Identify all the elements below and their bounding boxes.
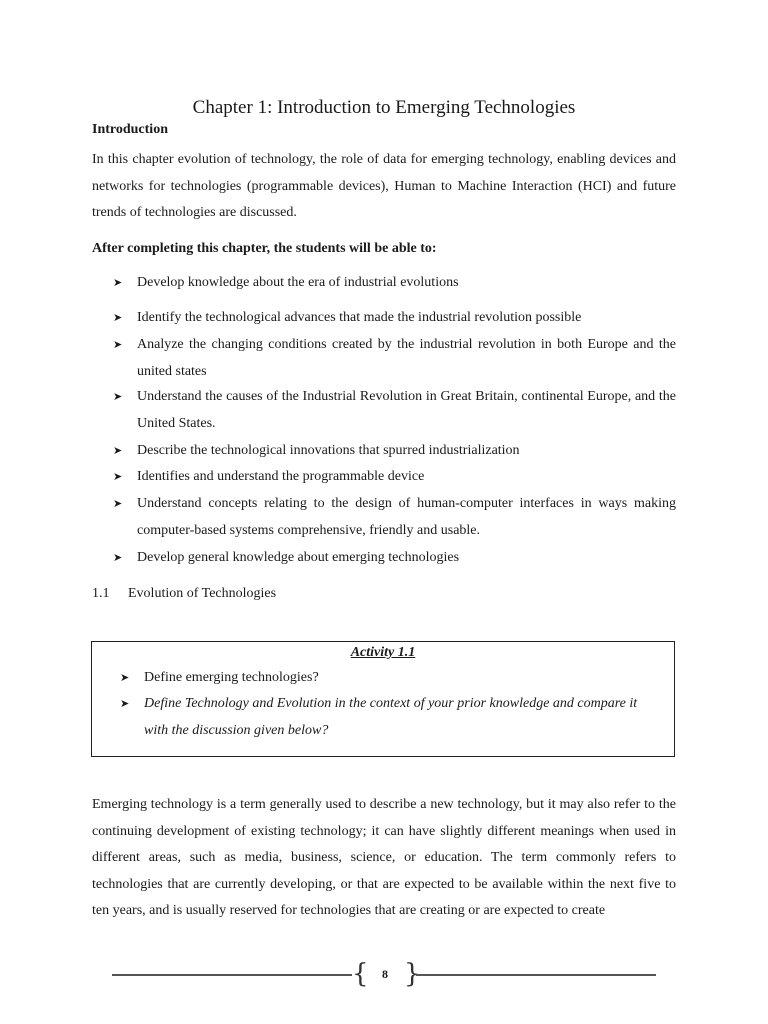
intro-heading: Introduction bbox=[92, 122, 168, 137]
arrow-bullet-icon: ➤ bbox=[113, 312, 123, 324]
list-item bbox=[113, 464, 676, 491]
arrow-bullet-icon: ➤ bbox=[113, 391, 123, 403]
list-item-text: Describe the technological innovations that spurred industrialization bbox=[137, 443, 520, 458]
list-item bbox=[113, 491, 676, 544]
learning-outcomes-heading: After completing this chapter, the students will be able to: bbox=[92, 241, 437, 256]
arrow-bullet-icon: ➤ bbox=[113, 339, 123, 351]
page-number: 8 bbox=[382, 967, 388, 981]
list-item-text: Analyze the changing conditions created by the industrial revolution in both Europe and the united states bbox=[137, 337, 676, 379]
list-item-text: Understand the causes of the Industrial Revolution in Great Britain, continental Europe, and the United States. bbox=[137, 389, 676, 431]
footer-rule-right bbox=[416, 974, 656, 976]
section-heading bbox=[92, 585, 276, 603]
intro-paragraph: In this chapter evolution of technology, the role of data for emerging technology, enabling devices and networks for technologies (programmable devices), Human to Machine Interaction (HCI) and future trends of technologies are discussed. bbox=[92, 152, 676, 220]
section-title: Evolution of Technologies bbox=[128, 586, 277, 601]
activity-item bbox=[120, 665, 660, 692]
arrow-bullet-icon: ➤ bbox=[113, 277, 123, 289]
list-item bbox=[113, 305, 676, 332]
activity-item-text: Define emerging technologies? bbox=[144, 670, 319, 685]
list-item bbox=[113, 270, 676, 297]
list-item-text: Identifies and understand the programmable device bbox=[137, 469, 425, 484]
arrow-bullet-icon: ➤ bbox=[113, 445, 123, 457]
page-footer bbox=[112, 958, 656, 992]
brace-left-icon: { bbox=[352, 959, 369, 989]
arrow-bullet-icon: ➤ bbox=[120, 672, 130, 684]
list-item bbox=[113, 332, 676, 385]
arrow-bullet-icon: ➤ bbox=[113, 498, 123, 510]
chapter-title: Chapter 1: Introduction to Emerging Technologies bbox=[192, 97, 576, 118]
body-paragraph: Emerging technology is a term generally used to describe a new technology, but it may also refer to the continuing development of existing technology; it can have slightly different meanings when used in different areas, such as media, business, science, or education. The term commonly refers to technologies that are currently developing, or that are expected to be available within the next five to ten years, and is usually reserved for technologies that are creating or are expected to create bbox=[92, 797, 676, 918]
list-item bbox=[113, 438, 676, 465]
arrow-bullet-icon: ➤ bbox=[113, 552, 123, 564]
list-item bbox=[113, 384, 676, 437]
activity-item-text: Define Technology and Evolution in the context of your prior knowledge and compare it with the discussion given below? bbox=[144, 696, 638, 738]
activity-title bbox=[92, 644, 674, 662]
brace-right-icon: } bbox=[404, 959, 421, 989]
arrow-bullet-icon: ➤ bbox=[120, 698, 130, 710]
activity-title-text: Activity 1.1 bbox=[350, 645, 416, 660]
activity-item bbox=[120, 691, 660, 744]
list-item-text: Develop general knowledge about emerging technologies bbox=[137, 550, 460, 565]
list-item-text: Identify the technological advances that made the industrial revolution possible bbox=[137, 310, 582, 325]
activity-box bbox=[91, 641, 675, 757]
section-number: 1.1 bbox=[92, 586, 110, 601]
list-item-text: Understand concepts relating to the design of human-computer interfaces in ways making computer-based systems comprehensive, friendly and usable. bbox=[137, 496, 676, 538]
footer-rule-left bbox=[112, 974, 352, 976]
arrow-bullet-icon: ➤ bbox=[113, 471, 123, 483]
list-item-text: Develop knowledge about the era of industrial evolutions bbox=[137, 275, 459, 290]
list-item bbox=[113, 545, 676, 572]
